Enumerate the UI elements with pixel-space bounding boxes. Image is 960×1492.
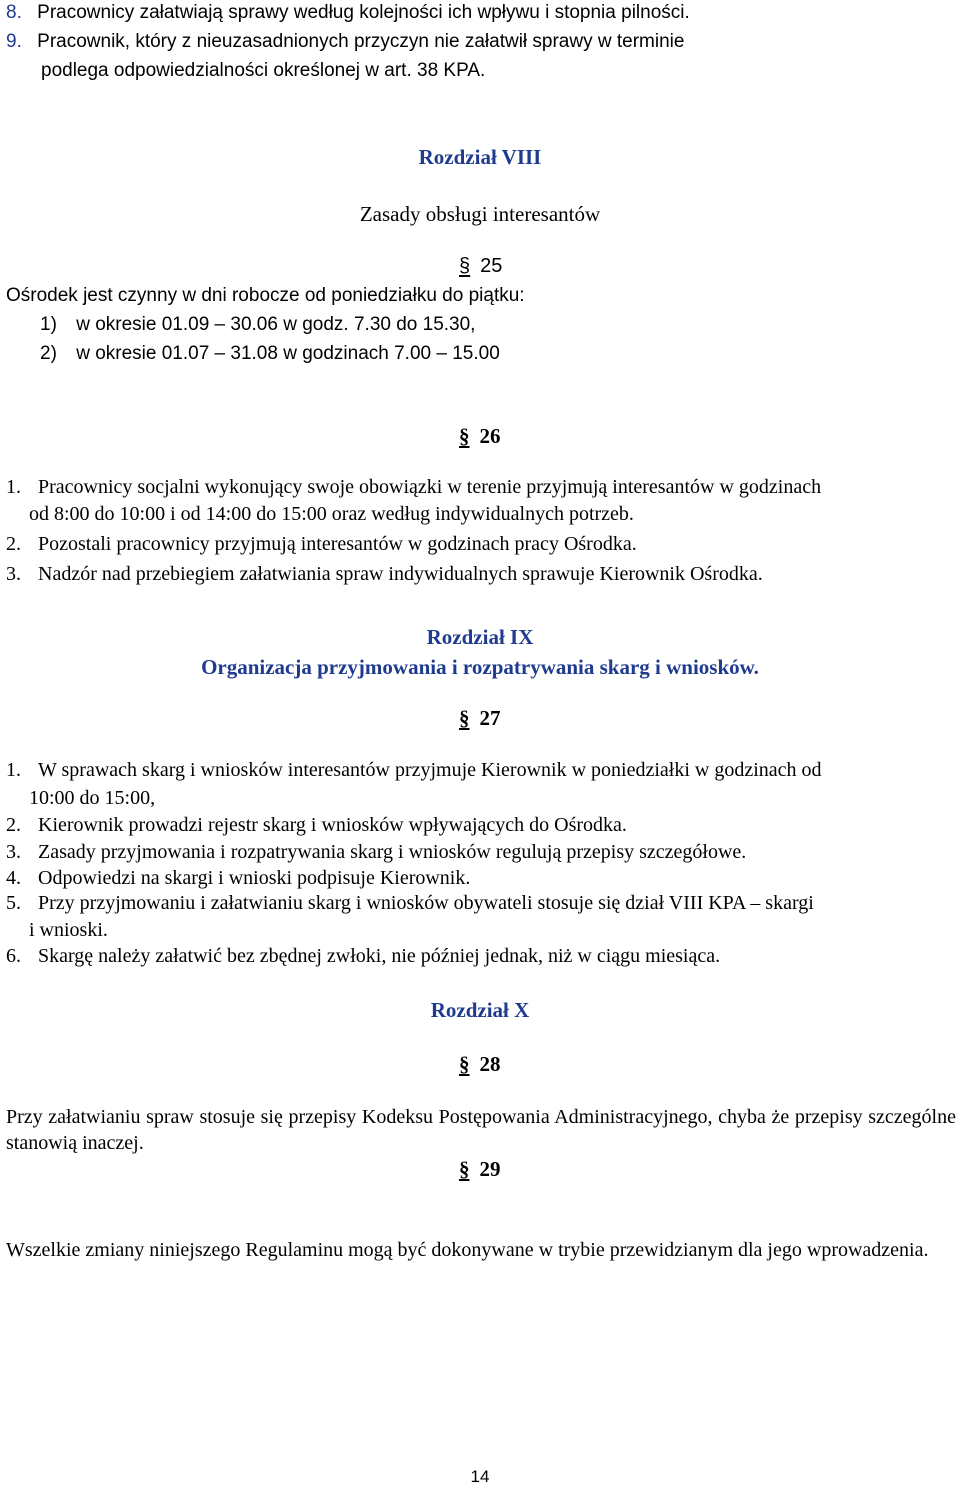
list-number: 5. — [6, 892, 21, 914]
section-sign: § — [459, 1157, 470, 1181]
section-27-item-2 — [6, 814, 627, 837]
list-text: W sprawach skarg i wniosków interesantów przyjmuje Kierownik w poniedziałki w godzinach od — [38, 759, 822, 781]
list-item-8 — [6, 2, 690, 24]
section-number: 27 — [479, 706, 501, 730]
section-number: 29 — [479, 1157, 501, 1181]
section-27-item-3 — [6, 841, 746, 864]
section-26-item-3 — [6, 563, 763, 586]
section-sign: § — [459, 1052, 470, 1076]
section-26-item-2 — [6, 533, 637, 556]
chapter-subtitle: Zasady obsługi interesantów — [359, 202, 601, 226]
section-26-item-1 — [6, 476, 821, 499]
section-sign: § — [459, 706, 470, 730]
section-heading-29 — [459, 1157, 501, 1182]
list-text: Skargę należy załatwić bez zbędnej zwłoki, nie później jednak, niż w ciągu miesiąca. — [38, 945, 721, 967]
list-number: 4. — [6, 867, 21, 889]
section-27-item-6 — [6, 945, 720, 968]
list-text: Pracownicy socjalni wykonujący swoje obowiązki w terenie przyjmują interesantów w godzinach — [38, 476, 822, 498]
chapter-subtitle: Organizacja przyjmowania i rozpatrywania skarg i wniosków. — [201, 655, 759, 679]
section-number: 25 — [480, 255, 503, 277]
list-text: Przy przyjmowaniu i załatwianiu skarg i wniosków obywateli stosuje się dział VIII KPA – skargi — [38, 892, 814, 914]
list-text: w okresie 01.07 – 31.08 w godzinach 7.00 – 15.00 — [76, 343, 500, 364]
section-27-item-1 — [6, 759, 822, 782]
chapter-title: Rozdział IX — [426, 625, 534, 649]
list-number: 2) — [40, 343, 57, 364]
list-text: Nadzór nad przebiegiem załatwiania spraw indywidualnych sprawuje Kierownik Ośrodka. — [38, 563, 763, 585]
list-text: w okresie 01.09 – 30.06 w godz. 7.30 do 15.30, — [76, 314, 476, 335]
list-number: 2. — [6, 533, 21, 555]
section-29-text: Wszelkie zmiany niniejszego Regulaminu mogą być dokonywane w trybie przewidzianym dla jego wprowadzenia. — [6, 1239, 929, 1261]
list-number: 9. — [6, 31, 22, 52]
list-number: 1) — [40, 314, 57, 335]
hours-item-1 — [40, 314, 475, 336]
list-number: 8. — [6, 2, 22, 23]
list-number: 1. — [6, 476, 21, 498]
section-28-text: Przy załatwianiu spraw stosuje się przepisy Kodeksu Postępowania Administracyjnego, chyba że przepisy szczególne stanowią inaczej. — [6, 1106, 956, 1154]
chapter-title: Rozdział VIII — [418, 145, 542, 169]
list-text-continuation: podlega odpowiedzialności określonej w art. 38 KPA. — [41, 60, 486, 81]
list-text-continuation: 10:00 do 15:00, — [29, 787, 156, 809]
section-27-item-5 — [6, 892, 814, 915]
list-text-continuation: i wnioski. — [29, 919, 108, 941]
section-heading-26 — [459, 424, 501, 449]
page-number: 14 — [470, 1467, 490, 1486]
list-number: 1. — [6, 759, 21, 781]
list-text: Kierownik prowadzi rejestr skarg i wniosków wpływających do Ośrodka. — [38, 814, 627, 836]
list-number: 3. — [6, 841, 21, 863]
list-number: 2. — [6, 814, 21, 836]
list-text-continuation: od 8:00 do 10:00 i od 14:00 do 15:00 oraz według indywidualnych potrzeb. — [29, 503, 634, 525]
section-heading-27 — [459, 706, 501, 731]
hours-item-2 — [40, 343, 500, 365]
list-text: Pracownik, który z nieuzasadnionych przyczyn nie załatwił sprawy w terminie — [37, 31, 685, 52]
section-number: 26 — [479, 424, 501, 448]
list-item-9 — [6, 31, 684, 53]
list-text: Zasady przyjmowania i rozpatrywania skarg i wniosków regulują przepisy szczegółowe. — [38, 841, 747, 863]
section-number: 28 — [479, 1052, 501, 1076]
section-sign: § — [459, 424, 470, 448]
list-text: Pracownicy załatwiają sprawy według kolejności ich wpływu i stopnia pilności. — [37, 2, 690, 23]
section-intro: Ośrodek jest czynny w dni robocze od poniedziałku do piątku: — [6, 285, 525, 306]
list-text: Odpowiedzi na skargi i wnioski podpisuje Kierownik. — [38, 867, 471, 889]
list-number: 3. — [6, 563, 21, 585]
list-number: 6. — [6, 945, 21, 967]
chapter-title: Rozdział X — [430, 998, 530, 1022]
section-sign: § — [459, 255, 471, 277]
section-heading-25 — [459, 255, 502, 278]
section-heading-28 — [459, 1052, 501, 1077]
list-text: Pozostali pracownicy przyjmują interesantów w godzinach pracy Ośrodka. — [38, 533, 637, 555]
section-27-item-4 — [6, 867, 470, 890]
